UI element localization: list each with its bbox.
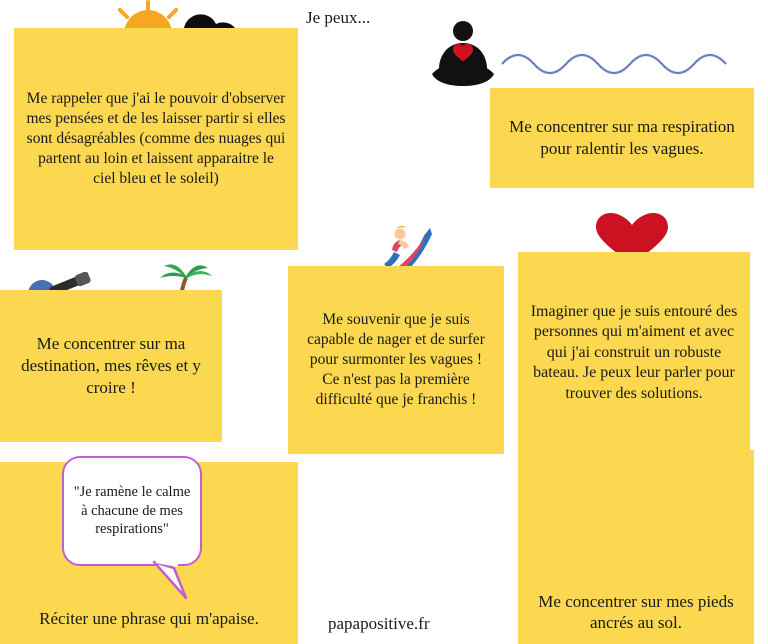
meditating-person-icon bbox=[424, 18, 502, 96]
card-phrase-text: Réciter une phrase qui m'apaise. bbox=[39, 609, 259, 629]
brand-label: papapositive.fr bbox=[328, 614, 430, 633]
speech-bubble-tail-icon bbox=[152, 560, 192, 602]
card-destination bbox=[0, 290, 222, 442]
card-destination-text: Me concentrer sur ma destination, mes rêves et y croire ! bbox=[21, 334, 201, 397]
card-breath-text: Me concentrer sur ma respiration pour ralentir les vagues. bbox=[509, 117, 735, 158]
card-surf-text: Me souvenir que je suis capable de nager et de surfer pour surmonter les vagues ! Ce n'est pas la première difficulté que je franchis ! bbox=[307, 311, 485, 408]
card-clouds bbox=[14, 28, 298, 250]
page-title: Je peux... bbox=[306, 8, 371, 27]
card-feet-text: Me concentrer sur mes pieds ancrés au sol. bbox=[538, 591, 734, 633]
speech-bubble-icon bbox=[62, 456, 202, 566]
card-love-text: Imaginer que je suis entouré des personnes qui m'aiment et avec qui j'ai construit un robuste bateau. Je peux leur parler pour trouver des solutions. bbox=[530, 302, 738, 402]
card-surf bbox=[288, 266, 504, 454]
card-love bbox=[518, 252, 750, 454]
speech-bubble-text: "Je ramène le calme à chacune de mes respirations" bbox=[73, 483, 191, 538]
card-clouds-text: Me rappeler que j'ai le pouvoir d'observer mes pensées et de les laisser partir si elles sont désagréables (comme des nuages qui partent au loin et laissent apparaitre le ciel bleu et le soleil) bbox=[26, 90, 286, 187]
card-feet bbox=[518, 450, 754, 644]
wave-line-icon bbox=[500, 44, 754, 86]
card-breath bbox=[490, 88, 754, 188]
